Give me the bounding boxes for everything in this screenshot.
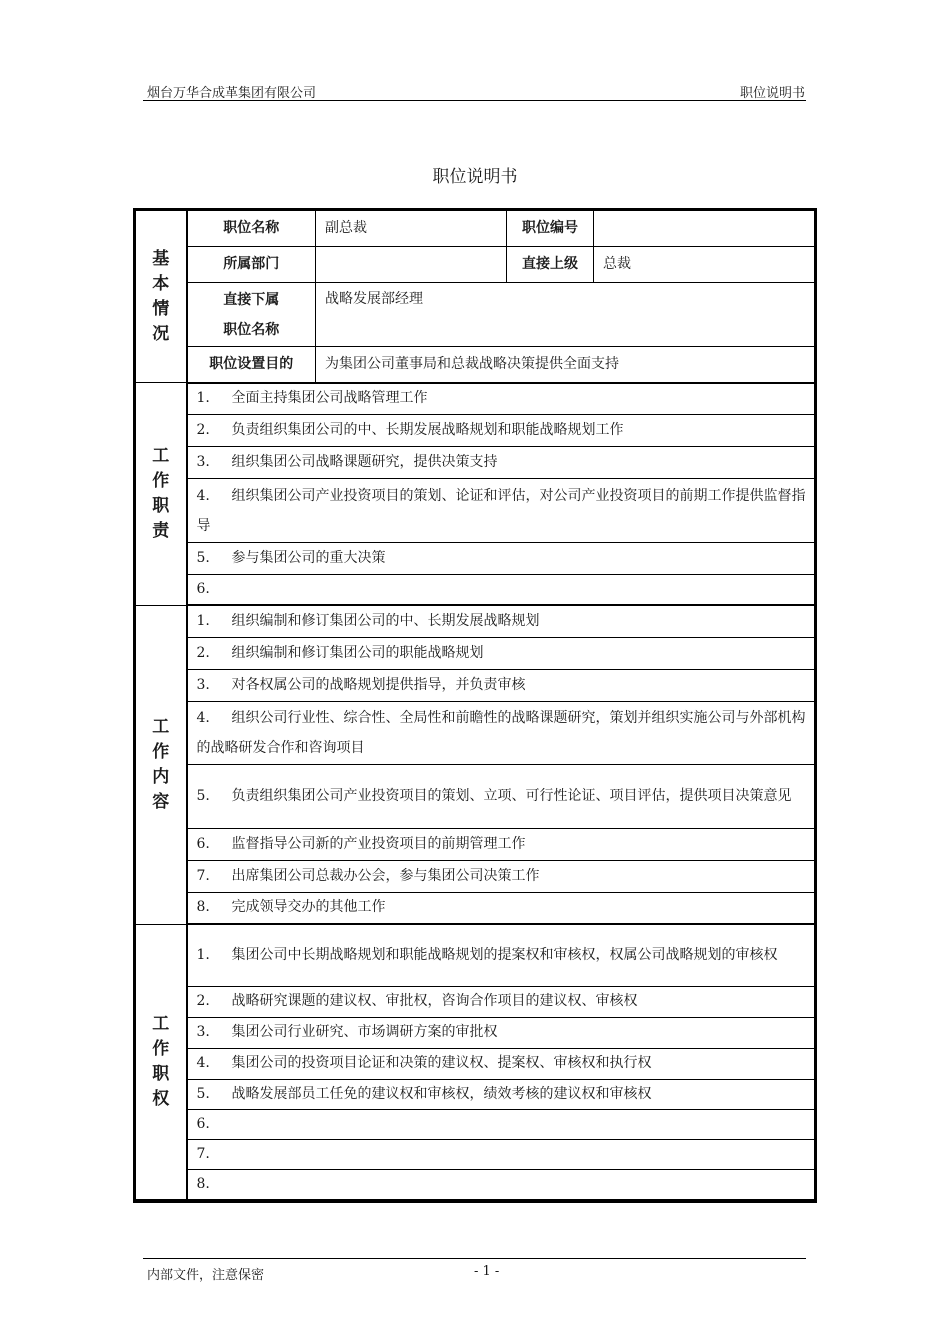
superior-label: 直接上级 [507, 247, 594, 283]
position-code-label: 职位编号 [507, 211, 594, 247]
section-authority-label: 工 作 职 权 [136, 924, 187, 1199]
duty-row-4 [136, 479, 817, 543]
authority-item: 5. 战略发展部员工任免的建议权和审核权，绩效考核的建议权和审核权 [187, 1079, 817, 1109]
authority-item: 6. [187, 1109, 817, 1139]
content-row-6 [136, 828, 817, 860]
duty-item: 1. 全面主持集团公司战略管理工作 [187, 383, 817, 415]
authority-row-6 [136, 1109, 817, 1139]
duty-item: 5. 参与集团公司的重大决策 [187, 543, 817, 575]
duty-item: 6. [187, 575, 817, 606]
content-row-4 [136, 701, 817, 764]
content-item: 4. 组织公司行业性、综合性、全局性和前瞻性的战略课题研究，策划并组织实施公司与外部机构的战略研发合作和咨询项目 [187, 701, 817, 764]
job-description-form [133, 208, 817, 1203]
duty-item: 2. 负责组织集团公司的中、长期发展战略规划和职能战略规划工作 [187, 415, 817, 447]
header-company: 烟台万华合成革集团有限公司 [147, 86, 317, 101]
authority-row-3 [136, 1017, 817, 1048]
content-row-1 [136, 605, 817, 637]
duty-row-6 [136, 575, 817, 606]
duty-row-5 [136, 543, 817, 575]
authority-row-5 [136, 1079, 817, 1109]
authority-row-7 [136, 1139, 817, 1169]
authority-item: 4. 集团公司的投资项目论证和决策的建议权、提案权、审核权和执行权 [187, 1048, 817, 1079]
subordinate-value: 战略发展部经理 [316, 283, 817, 347]
authority-row-2 [136, 986, 817, 1017]
authority-item: 2. 战略研究课题的建议权、审批权，咨询合作项目的建议权、审核权 [187, 986, 817, 1017]
basic-row-name [136, 211, 817, 247]
content-item: 2. 组织编制和修订集团公司的职能战略规划 [187, 637, 817, 669]
authority-item: 3. 集团公司行业研究、市场调研方案的审批权 [187, 1017, 817, 1048]
footer-page-number: - 1 - [474, 1264, 500, 1279]
duty-row-2 [136, 415, 817, 447]
content-row-7 [136, 860, 817, 892]
basic-row-purpose [136, 347, 817, 383]
position-name-label: 职位名称 [187, 211, 316, 247]
basic-row-dept [136, 247, 817, 283]
content-row-3 [136, 669, 817, 701]
superior-value: 总裁 [594, 247, 817, 283]
department-value [316, 247, 507, 283]
authority-row-4 [136, 1048, 817, 1079]
position-name-value: 副总裁 [316, 211, 507, 247]
authority-row-1 [136, 924, 817, 986]
content-row-2 [136, 637, 817, 669]
content-item: 5. 负责组织集团公司产业投资项目的策划、立项、可行性论证、项目评估，提供项目决策意见 [187, 764, 817, 828]
duty-item: 4. 组织集团公司产业投资项目的策划、论证和评估，对公司产业投资项目的前期工作提供监督指导 [187, 479, 817, 543]
authority-item: 1. 集团公司中长期战略规划和职能战略规划的提案权和审核权，权属公司战略规划的审核权 [187, 924, 817, 986]
content-item: 7. 出席集团公司总裁办公会，参与集团公司决策工作 [187, 860, 817, 892]
department-label: 所属部门 [187, 247, 316, 283]
content-item: 6. 监督指导公司新的产业投资项目的前期管理工作 [187, 828, 817, 860]
content-row-5 [136, 764, 817, 828]
basic-row-subordinate [136, 283, 817, 347]
duty-item: 3. 组织集团公司战略课题研究，提供决策支持 [187, 447, 817, 479]
position-code-value [594, 211, 817, 247]
footer-confidential-note: 内部文件，注意保密 [147, 1268, 265, 1283]
section-content-label: 工 作 内 容 [136, 605, 187, 924]
purpose-label: 职位设置目的 [187, 347, 316, 383]
duty-row-1 [136, 383, 817, 415]
authority-item: 7. [187, 1139, 817, 1169]
section-duties-label: 工 作 职 责 [136, 383, 187, 606]
section-basic-label: 基 本 情 况 [136, 211, 187, 383]
content-item: 3. 对各权属公司的战略规划提供指导，并负责审核 [187, 669, 817, 701]
duty-row-3 [136, 447, 817, 479]
subordinate-label: 直接下属 职位名称 [187, 283, 316, 347]
purpose-value: 为集团公司董事局和总裁战略决策提供全面支持 [316, 347, 817, 383]
authority-item: 8. [187, 1169, 817, 1199]
content-item: 1. 组织编制和修订集团公司的中、长期发展战略规划 [187, 605, 817, 637]
content-item: 8. 完成领导交办的其他工作 [187, 892, 817, 924]
footer-rule [143, 1258, 806, 1259]
content-row-8 [136, 892, 817, 924]
authority-row-8 [136, 1169, 817, 1199]
document-title: 职位说明书 [432, 167, 518, 187]
header-rule [143, 100, 806, 101]
header-doc-type: 职位说明书 [739, 86, 805, 101]
